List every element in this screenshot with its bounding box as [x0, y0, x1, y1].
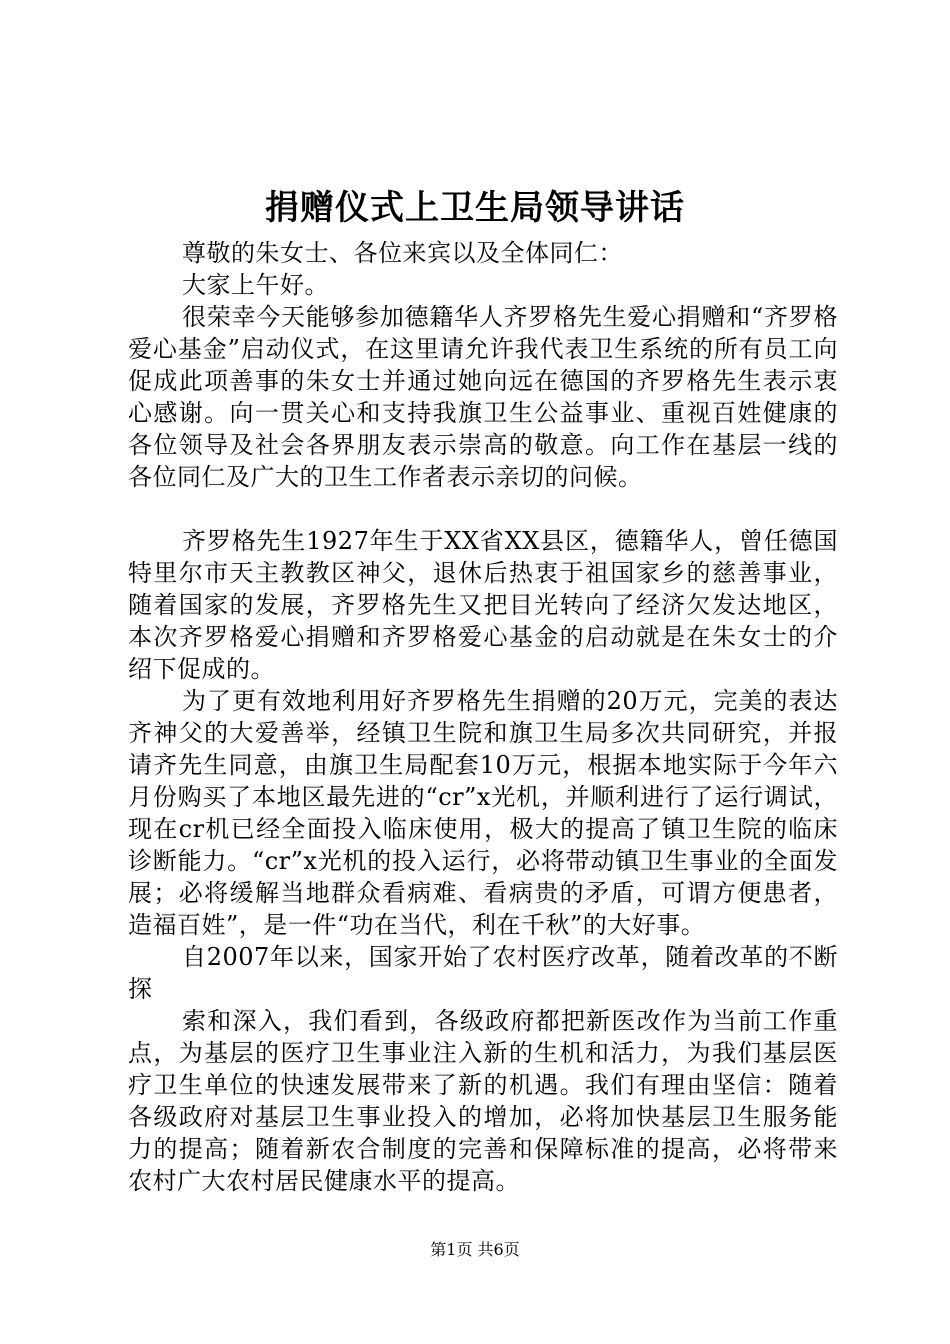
paragraph-thanks: 很荣幸今天能够参加德籍华人齐罗格先生爱心捐赠和“齐罗格爱心基金”启动仪式，在这里请允许我代表卫生系统的所有员工向促成此项善事的朱女士并通过她向远在德国的齐罗格先生表示衷心感谢。向一贯关心和支持我旗卫生公益事业、重视百姓健康的各位领导及社会各界朋友表示崇高的敬意。向工作在基层一线的各位同仁及广大的卫生工作者表示亲切的问候。 — [128, 303, 838, 491]
document-body — [128, 237, 838, 1197]
paragraph-biography: 齐罗格先生1927年生于XX省XX县区，德籍华人，曾任德国特里尔市天主教教区神父，退休后热衷于祖国家乡的慈善事业，随着国家的发展，齐罗格先生又把目光转向了经济欠发达地区，本次齐罗格爱心捐赠和齐罗格爱心基金的启动就是在朱女士的介绍下促成的。 — [128, 527, 838, 683]
greeting: 大家上午好。 — [182, 271, 329, 299]
salutation: 尊敬的朱女士、各位来宾以及全体同仁： — [182, 239, 623, 267]
paragraph-reform-start: 自2007年以来，国家开始了农村医疗改革，随着改革的不断探 — [128, 943, 838, 1003]
document-title: 捐赠仪式上卫生局领导讲话 — [265, 188, 685, 228]
paragraph-donation-use: 为了更有效地利用好齐罗格先生捐赠的20万元，完美的表达齐神父的大爱善举，经镇卫生院和旗卫生局多次共同研究，并报请齐先生同意，由旗卫生局配套10万元，根据本地实际于今年六月份购买了本地区最先进的“cr”x光机，并顺利进行了运行调试，现在cr机已经全面投入临床使用，极大的提高了镇卫生院的临床诊断能力。“cr”x光机的投入运行，必将带动镇卫生事业的全面发展；必将缓解当地群众看病难、看病贵的矛盾，可谓方便患者，造福百姓”，是一件“功在当代，利在千秋”的大好事。 — [128, 687, 838, 939]
paragraph-reform-continued: 索和深入，我们看到，各级政府都把新医改作为当前工作重点，为基层的医疗卫生事业注入新的生机和活力，为我们基层医疗卫生单位的快速发展带来了新的机遇。我们有理由坚信：随着各级政府对基层卫生事业投入的增加，必将加快基层卫生服务能力的提高；随着新农合制度的完善和保障标准的提高，必将带来农村广大农村居民健康水平的提高。 — [128, 1007, 838, 1195]
page-footer: 第1页 共6页 — [430, 1240, 520, 1259]
